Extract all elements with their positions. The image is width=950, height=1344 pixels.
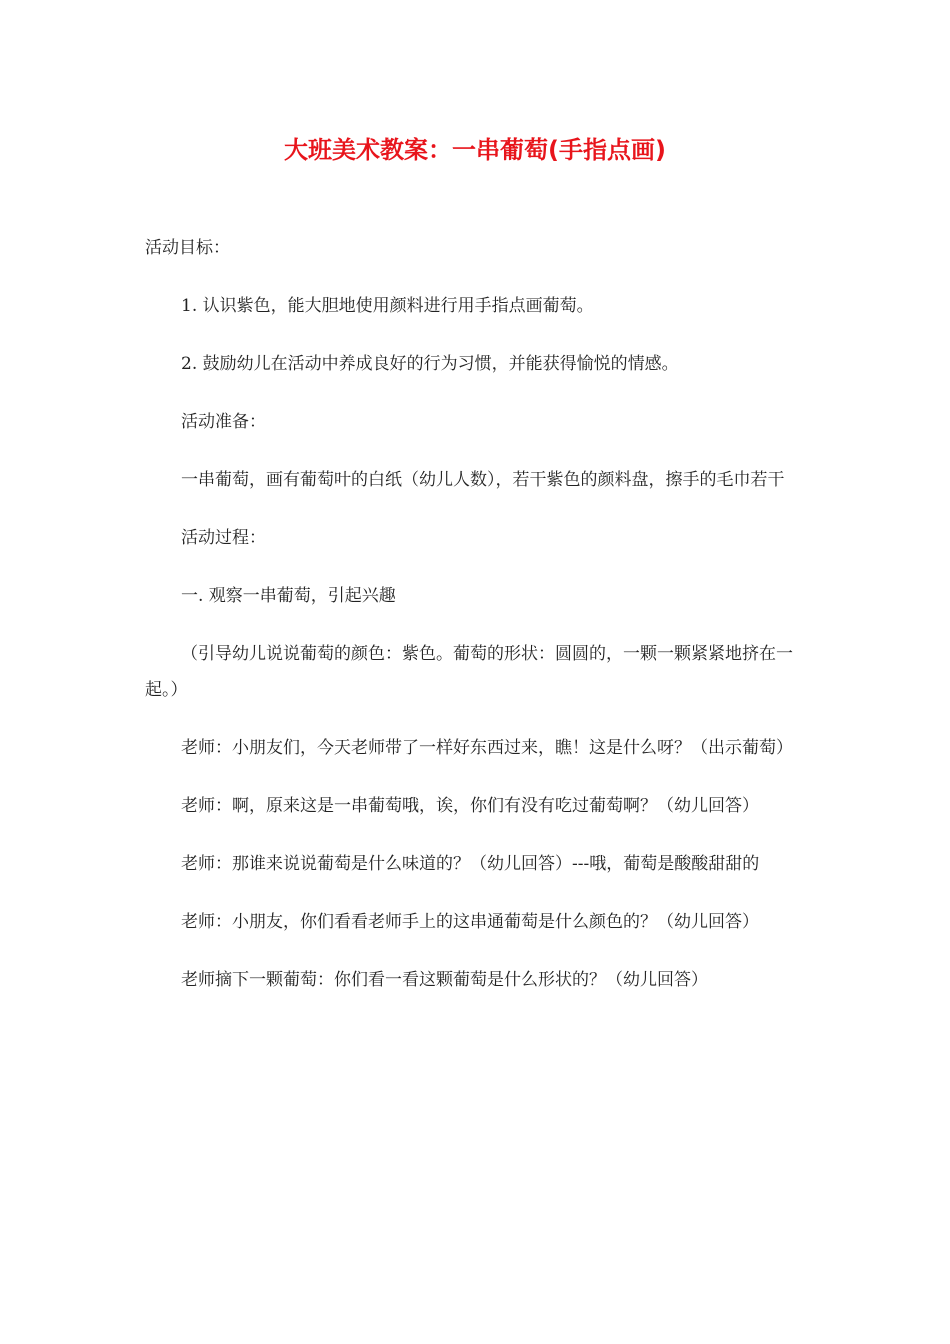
dialogue-paragraph: 老师：那谁来说说葡萄是什么味道的？（幼儿回答）---哦，葡萄是酸酸甜甜的 [181,854,760,874]
section-heading-goals: 活动目标： [145,238,230,258]
goal-item-2: 2. 鼓励幼儿在活动中养成良好的行为习惯，并能获得愉悦的情感。 [181,354,679,374]
document-body [145,230,805,1020]
section-heading-process: 活动过程： [181,528,266,548]
document-title: 大班美术教案：一串葡萄(手指点画) [284,136,666,164]
goal-item-1: 1. 认识紫色，能大胆地使用颜料进行用手指点画葡萄。 [181,296,594,316]
section-heading-preparation: 活动准备： [181,412,266,432]
preparation-text: 一串葡萄，画有葡萄叶的白纸（幼儿人数），若干紫色的颜料盘，擦手的毛巾若干 [181,470,785,490]
process-note: （引导幼儿说说葡萄的颜色：紫色。葡萄的形状：圆圆的，一颗一颗紧紧地挤在一起。） [145,644,793,700]
dialogue-paragraph: 老师：小朋友，你们看看老师手上的这串通葡萄是什么颜色的？（幼儿回答） [181,912,759,932]
process-step-1: 一. 观察一串葡萄，引起兴趣 [181,586,396,606]
dialogue-paragraph: 老师：啊，原来这是一串葡萄哦，诶，你们有没有吃过葡萄啊？（幼儿回答） [181,796,759,816]
dialogue-paragraph: 老师摘下一颗葡萄：你们看一看这颗葡萄是什么形状的？（幼儿回答） [181,970,708,990]
dialogue-paragraph: 老师：小朋友们，今天老师带了一样好东西过来，瞧！这是什么呀？（出示葡萄） [181,738,793,758]
